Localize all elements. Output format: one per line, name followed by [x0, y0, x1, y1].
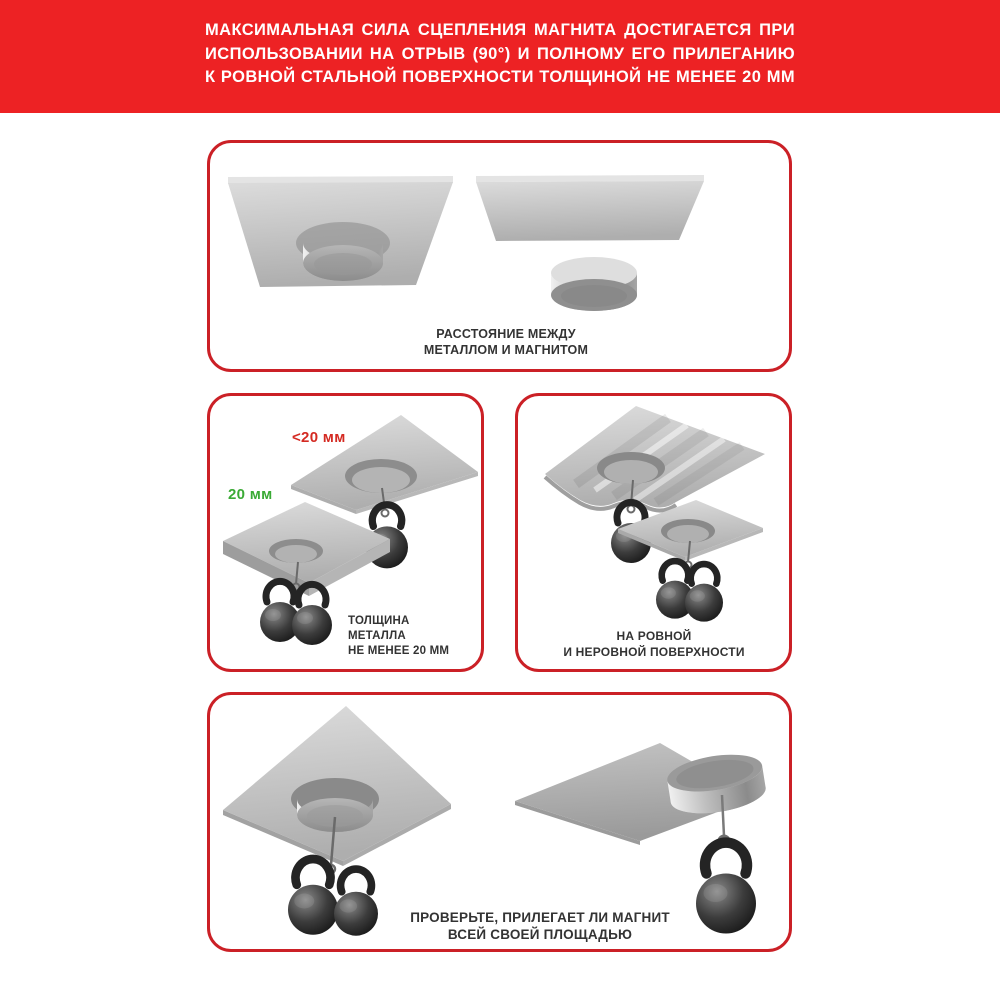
- distance-caption: [356, 326, 656, 358]
- distance-caption-line-2: МЕТАЛЛОМ И МАГНИТОМ: [423, 343, 589, 357]
- header-line-2: ИСПОЛЬЗОВАНИИ НА ОТРЫВ (90°) И ПОЛНОМУ ЕГО ПРИЛЕГАНИЮ: [205, 44, 795, 63]
- contact-caption-line-2: ВСЕЙ СВОЕЙ ПЛОЩАДЬЮ: [447, 926, 633, 942]
- contact-caption: [390, 910, 690, 943]
- panel-distance: [207, 140, 792, 372]
- header-line-1: МАКСИМАЛЬНАЯ СИЛА СЦЕПЛЕНИЯ МАГНИТА ДОСТИГАЕТСЯ ПРИ: [205, 21, 795, 39]
- thin-thickness-label: <20 мм: [292, 429, 346, 446]
- panel-thickness: [207, 393, 484, 672]
- thickness-caption-line-2: МЕТАЛЛА: [348, 630, 406, 642]
- plate-with-detached-magnet: [476, 175, 704, 311]
- thickness-caption: [348, 614, 449, 659]
- partial-contact-group: [515, 743, 768, 934]
- full-contact-group: [223, 706, 451, 936]
- surface-caption-line-2: И НЕРОВНОЙ ПОВЕРХНОСТИ: [563, 644, 745, 659]
- distance-caption-line-1: РАССТОЯНИЕ МЕЖДУ: [436, 327, 576, 341]
- panel-contact: [207, 692, 792, 952]
- plate-with-attached-magnet: [228, 176, 453, 287]
- surface-caption-line-1: НА РОВНОЙ: [616, 629, 692, 643]
- thick-thickness-label: 20 мм: [228, 486, 273, 503]
- panel-surface: [515, 393, 792, 672]
- header-line-3: К РОВНОЙ СТАЛЬНОЙ ПОВЕРХНОСТИ ТОЛЩИНОЙ НЕ МЕНЕЕ 20 ММ: [205, 68, 795, 86]
- surface-caption: [530, 629, 778, 660]
- contact-caption-line-1: ПРОВЕРЬТЕ, ПРИЛЕГАЕТ ЛИ МАГНИТ: [410, 910, 670, 925]
- header-banner: [0, 0, 1000, 113]
- header-text: [205, 19, 795, 90]
- thickness-caption-line-1: ТОЛЩИНА: [348, 615, 410, 627]
- thickness-caption-line-3: НЕ МЕНЕЕ 20 ММ: [348, 645, 450, 657]
